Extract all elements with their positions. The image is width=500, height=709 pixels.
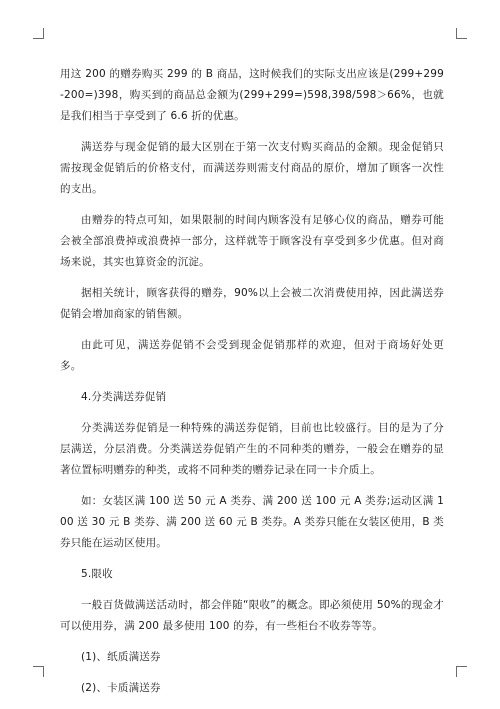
document-body [60,64,444,709]
crop-mark-top-right [456,28,467,39]
paragraph: 由赠券的特点可知，如果限制的时间内顾客没有足够心仪的商品，赠券可能会被全部浪费掉或浪费掉一部分，这样就等于顾客没有享受到多少优惠。但对商场来说，其实也算资金的沉淀。 [60,214,444,268]
crop-mark-bottom-right [456,666,467,677]
paragraph: 如：女装区满 100 送 50 元 A 类券、满 200 送 100 元 A 类券;运动区满 100 送 30 元 B 类券、满 200 送 60 元 B 类券。A 类券只能在女装区使用，B 类券只能在运动区使用。 [60,495,444,549]
paragraph: 由此可见，满送券促销不会受到现金促销那样的欢迎，但对于商场好处更多。 [60,339,444,372]
paragraph: 分类满送券促销是一种特殊的满送券促销，目前也比较盛行。目的是为了分层满送，分层消费。分类满送券促销产生的不同种类的赠券，一般会在赠券的显著位置标明赠券的种类，或将不同种类的赠券记录在同一卡介质上。 [60,422,444,476]
paragraph: 一般百货做满送活动时，都会伴随“限收”的概念。即必须使用 50%的现金才可以使用券，满 200 最多使用 100 的券，有一些柜台不收券等等。 [60,599,444,632]
list-item: (1)、纸质满送券 [81,651,161,663]
paragraph-continued: 用这 200 的赠券购买 299 的 B 商品，这时候我们的实际支出应该是(299+299-200=)398，购买到的商品总金额为(299+299=)598,398/598＞66%，也就是我们相当于享受到了 6.6 折的优惠。 [60,68,444,122]
crop-mark-top-left [33,28,44,39]
section-heading: 4.分类满送券促销 [81,391,167,403]
paragraph: 满送券与现金促销的最大区别在于第一次支付购买商品的金额。现金促销只需按现金促销后的价格支付，而满送券则需支付商品的原价，增加了顾客一次性的支出。 [60,141,444,195]
crop-mark-bottom-left [33,666,44,677]
list-item: (2)、卡质满送券 [81,682,161,694]
paragraph: 据相关统计，顾客获得的赠券，90%以上会被二次消费使用掉，因此满送券促销会增加商家的销售额。 [60,287,444,320]
section-heading: 5.限收 [81,568,113,580]
